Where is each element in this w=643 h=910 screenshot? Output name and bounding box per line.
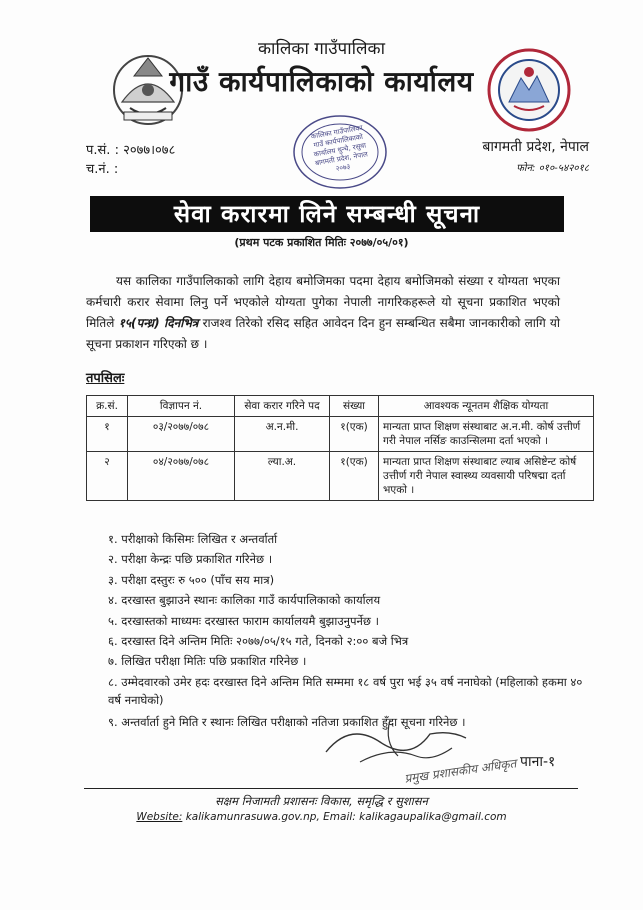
cell-qualification: मान्यता प्राप्त शिक्षण संस्थाबाट अ.न.मी. कोर्ष उत्तीर्ण गरी नेपाल नर्सिङ काउन्सिलमा दर्ता भएको ।	[379, 417, 594, 452]
website-label: Website:	[136, 811, 183, 823]
cell-serial: २	[87, 452, 128, 501]
org-name: कालिका गाउँपालिका	[258, 39, 385, 59]
stamp-text: कालिका गाउँपालिका गाउँ कार्यपालिकाको कार्यालय धुन्चे, रसुवा बागमती प्रदेश, नेपाल २०७३	[310, 123, 369, 173]
published-date: (प्रथम पटक प्रकाशित मितिः २०७७/०५/०१)	[234, 236, 409, 249]
table-row	[87, 452, 594, 501]
condition-item: ५. दरखास्तको माध्यमः दरखास्त फाराम कार्यालयमै बुझाउनुपर्नेछ ।	[108, 613, 379, 628]
condition-item: ७. लिखित परीक्षा मितिः पछि प्रकाशित गरिनेछ ।	[108, 654, 307, 669]
vacancy-table	[86, 395, 594, 501]
condition-item: ८. उम्मेदवारको उमेर हदः दरखास्त दिने अन्तिम मिति सम्ममा १८ वर्ष पुरा भई ३५ वर्ष ननाघेको (महिलाको हकमा ४० वर्ष ननाघेको)	[108, 674, 583, 707]
col-ad-number: विज्ञापन नं.	[128, 396, 235, 417]
footer-contact	[0, 811, 643, 823]
col-serial: क्र.सं.	[87, 396, 128, 417]
footer-divider	[84, 788, 578, 789]
cell-count: १(एक)	[330, 417, 379, 452]
email-label: Email:	[323, 811, 356, 823]
cell-ad-number: ०३/२०७७/०७८	[128, 417, 235, 452]
province-label: बागमती प्रदेश, नेपाल	[482, 139, 589, 155]
condition-item: ४. दरखास्त बुझाउने स्थानः कालिका गाउँ कार्यपालिकाको कार्यालय	[108, 593, 381, 608]
deadline-text: १५(पन्ध्र) दिनभित्र	[118, 316, 199, 330]
condition-item: ९. अन्तर्वार्ता हुने मिति र स्थानः लिखित परीक्षाको नतिजा प्रकाशित हुँदा सूचना गरिनेछ ।	[108, 714, 466, 729]
cell-qualification: मान्यता प्राप्त शिक्षण संस्थाबाट ल्याब असिष्टेन्ट कोर्ष उत्तीर्ण गरी नेपाल स्वास्थ्य व्यवसायी परिषद्मा दर्ता भएको ।	[379, 452, 594, 501]
table-header-row	[87, 396, 594, 417]
cell-serial: १	[87, 417, 128, 452]
condition-item: २. परीक्षा केन्द्रः पछि प्रकाशित गरिनेछ ।	[108, 552, 273, 567]
col-count: संख्या	[330, 396, 379, 417]
col-post: सेवा करार गरिने पद	[235, 396, 330, 417]
condition-item: १. परीक्षाको किसिमः लिखित र अन्तर्वार्ता	[108, 532, 278, 546]
footer-slogan: सक्षम निजामती प्रशासनः विकास, समृद्धि र सुशासन	[215, 794, 428, 808]
conditions-list	[108, 530, 588, 733]
dispatch-number: च.नं. :	[86, 162, 119, 177]
page-number: पाना-१	[520, 754, 556, 770]
office-stamp	[290, 112, 390, 192]
cell-ad-number: ०४/२०७७/०७८	[128, 452, 235, 501]
reference-number: प.सं. : २०७७।०७८	[86, 143, 176, 158]
col-qualification: आवश्यक न्यूनतम शैक्षिक योग्यता	[379, 396, 594, 417]
email-link[interactable]: kalikagaupalika@gmail.com	[359, 811, 507, 823]
website-link[interactable]: kalikamunrasuwa.gov.np,	[185, 811, 320, 823]
cell-count: १(एक)	[330, 452, 379, 501]
condition-item: ३. परीक्षा दस्तुरः रु ५०० (पाँच सय मात्र)	[108, 572, 275, 587]
cell-post: अ.न.मी.	[235, 417, 330, 452]
officer-title: प्रमुख प्रशासकीय अधिकृत	[403, 756, 518, 786]
notice-title-banner: सेवा करारमा लिने सम्बन्धी सूचना	[90, 196, 564, 232]
condition-item: ६. दरखास्त दिने अन्तिम मितिः २०७७/०५/१५ गते, दिनको २:०० बजे भित्र	[108, 633, 409, 648]
table-row	[87, 417, 594, 452]
paragraph-text-2: राजश्व तिरेको रसिद सहित आवेदन दिन हुन सम्बन्धित सबैमा जानकारीको लागि यो सूचना प्रकाशन गरिएको छ ।	[86, 316, 560, 351]
details-heading: तपसिलः	[86, 371, 125, 386]
paragraph-text-1: यस कालिका गाउँपालिकाको लागि देहाय बमोजिमका पदमा देहाय बमोजिमको संख्या र योग्यता भएका कर्मचारी करार सेवामा लिनु पर्ने भएकोले योग्यता पुगेका नेपाली नागरिकहरूले यो सूचना प्रकाशित भएको मितिले	[86, 274, 560, 330]
phone-number: फोन: ०१०-५४२०१८	[516, 163, 589, 174]
notice-paragraph	[86, 271, 560, 355]
cell-post: ल्या.अ.	[235, 452, 330, 501]
office-name: गाउँ कार्यपालिकाको कार्यालय	[169, 65, 474, 98]
